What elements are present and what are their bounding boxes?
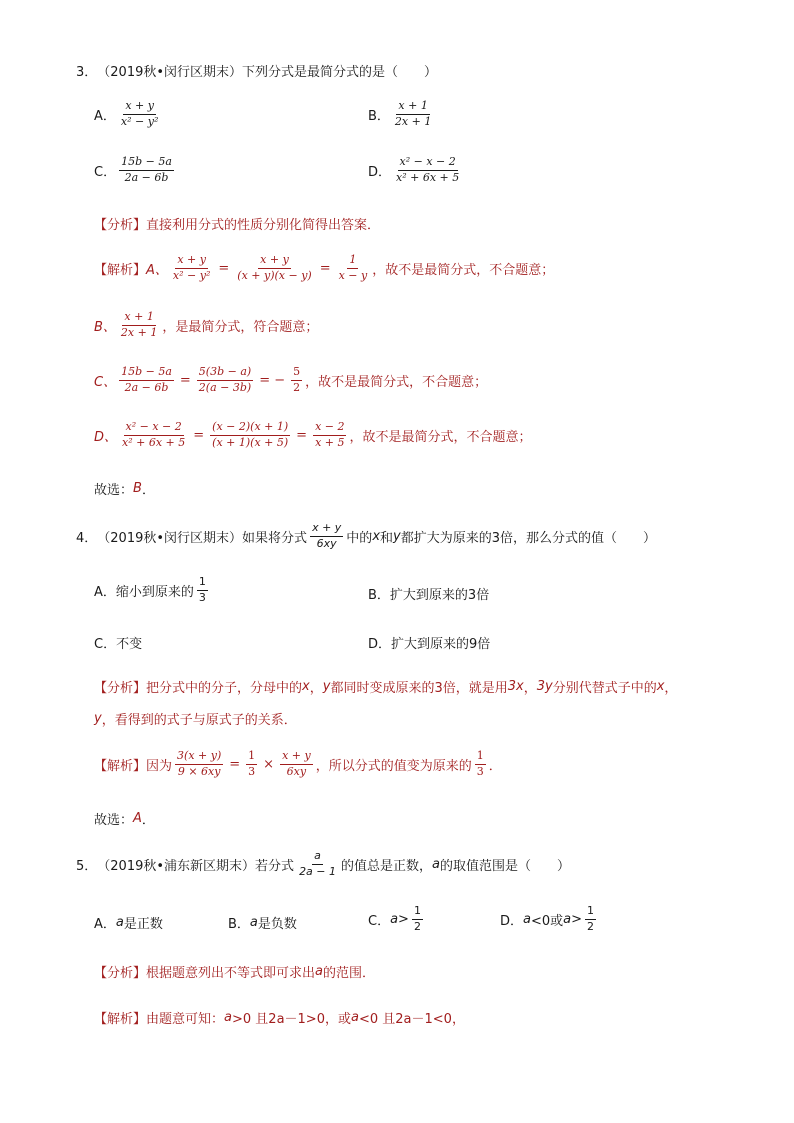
q3-option-a: A． $\frac{x + y}{\text{x² − y²}}$ bbox=[94, 99, 159, 128]
q4-solution: 【解析】 因为 $\frac{3(x + y)}{9 \times 6xy}$ = $\frac{1}{3}$ × $\frac{x + y}{6xy}$ ，所以分式的值变为原来的 $\frac{1}{3}$ ． bbox=[94, 749, 502, 778]
q3-analysis: 【分析】 直接利用分式的性质分别化简得出答案． bbox=[94, 218, 381, 233]
q3-solution-a: 【解析】 A、 $\frac{x + y}{\text{x² − y²}}$ = $\frac{x + y}{(x + y)(x - y)}$ = $\frac{1}{x - y}$ ，故不是最简分式，不合题意； bbox=[94, 253, 555, 282]
q3-option-b-fraction: $\frac{x + 1}{2x + 1}$ bbox=[394, 99, 432, 128]
q3-stem bbox=[76, 61, 437, 80]
q4-analysis-line2: y ，看得到的式子与原式子的关系． bbox=[94, 711, 297, 728]
q3-number: 3． bbox=[76, 65, 98, 80]
q4-stem: 4． （2019秋•闵行区期末） 如果将分式 $\frac{x + y}{6xy}$ 中的 x 和 y 都扩大为原来的3倍，那么分式的值（ ） bbox=[76, 521, 657, 550]
q5-option-a: A． a 是正数 bbox=[94, 915, 163, 932]
q3-option-d: D． $\frac{\text{x² − x − 2}}{\text{x² + 6x + 5}}$ bbox=[368, 155, 460, 184]
q5-stem-fraction: $\frac{a}{2a - 1}$ bbox=[299, 849, 337, 878]
q3-stem-text: 下列分式是最简分式的是（ ） bbox=[242, 65, 438, 80]
q4-option-a: A． 缩小到原来的 $\frac{1}{3}$ bbox=[94, 575, 206, 604]
q3-option-c-fraction: $\frac{15b - 5a}{2a - 6b}$ bbox=[121, 155, 172, 184]
q4-analysis-line1: 【分析】 把分式中的分子，分母中的 x ， y 都同时变成原来的3倍，就是用 3x ， 3y 分别代替式子中的 x ， bbox=[94, 679, 678, 696]
q5-stem: 5． （2019秋•浦东新区期末） 若分式 $\frac{a}{2a - 1}$ 的值总是正数， a 的取值范围是（ ） bbox=[76, 849, 571, 878]
q5-analysis: 【分析】 根据题意列出不等式即可求出 a 的范围． bbox=[94, 964, 376, 981]
q4-option-d: D．扩大到原来的9倍 bbox=[368, 637, 491, 652]
q5-option-d: D． a <0或 a > $\frac{1}{2}$ bbox=[500, 904, 595, 933]
q3-solution-b: B、 $\frac{x + 1}{2x + 1}$ ，是最简分式，符合题意； bbox=[94, 310, 319, 339]
q3-solution-c: C、 $\frac{15b - 5a}{2a - 6b}$ = $\frac{5(3b - a)}{2(a - 3b)}$ = − $\frac{5}{2}$ ，故不是最简分式，不合题意； bbox=[94, 365, 488, 394]
q3-solution-d: D、 $\frac{\text{x² − x − 2}}{\text{x² + 6x + 5}}$ = $\frac{(x - 2)(x + 1)}{(x + 1)(x + 5)}$ = $\frac{x - 2}{x + 5}$ ，故不是最简分式，不合题意； bbox=[94, 420, 532, 449]
q5-solution: 【解析】 由题意可知： a >0 且 2a－1>0 ，或 a <0 且 2a－1<0 ， bbox=[94, 1010, 465, 1027]
q3-option-b: B． $\frac{x + 1}{2x + 1}$ bbox=[368, 99, 432, 128]
q3-answer: 故选： B ． bbox=[94, 481, 155, 498]
q4-stem-fraction: $\frac{x + y}{6xy}$ bbox=[312, 521, 342, 550]
q4-option-c: C．不变 bbox=[94, 637, 143, 652]
q3-option-c: C． $\frac{15b - 5a}{2a - 6b}$ bbox=[94, 155, 172, 184]
q4-answer: 故选： A ． bbox=[94, 811, 155, 828]
q3-option-a-fraction: $\frac{x + y}{\text{x² − y²}}$ bbox=[120, 99, 159, 128]
q4-option-b: B．扩大到原来的3倍 bbox=[368, 588, 490, 603]
q3-option-d-fraction: $\frac{\text{x² − x − 2}}{\text{x² + 6x + 5}}$ bbox=[396, 155, 460, 184]
q5-option-c: C． a > $\frac{1}{2}$ bbox=[368, 904, 421, 933]
q5-option-b: B． a 是负数 bbox=[228, 915, 297, 932]
q3-source: （2019秋•闵行区期末） bbox=[97, 65, 243, 80]
